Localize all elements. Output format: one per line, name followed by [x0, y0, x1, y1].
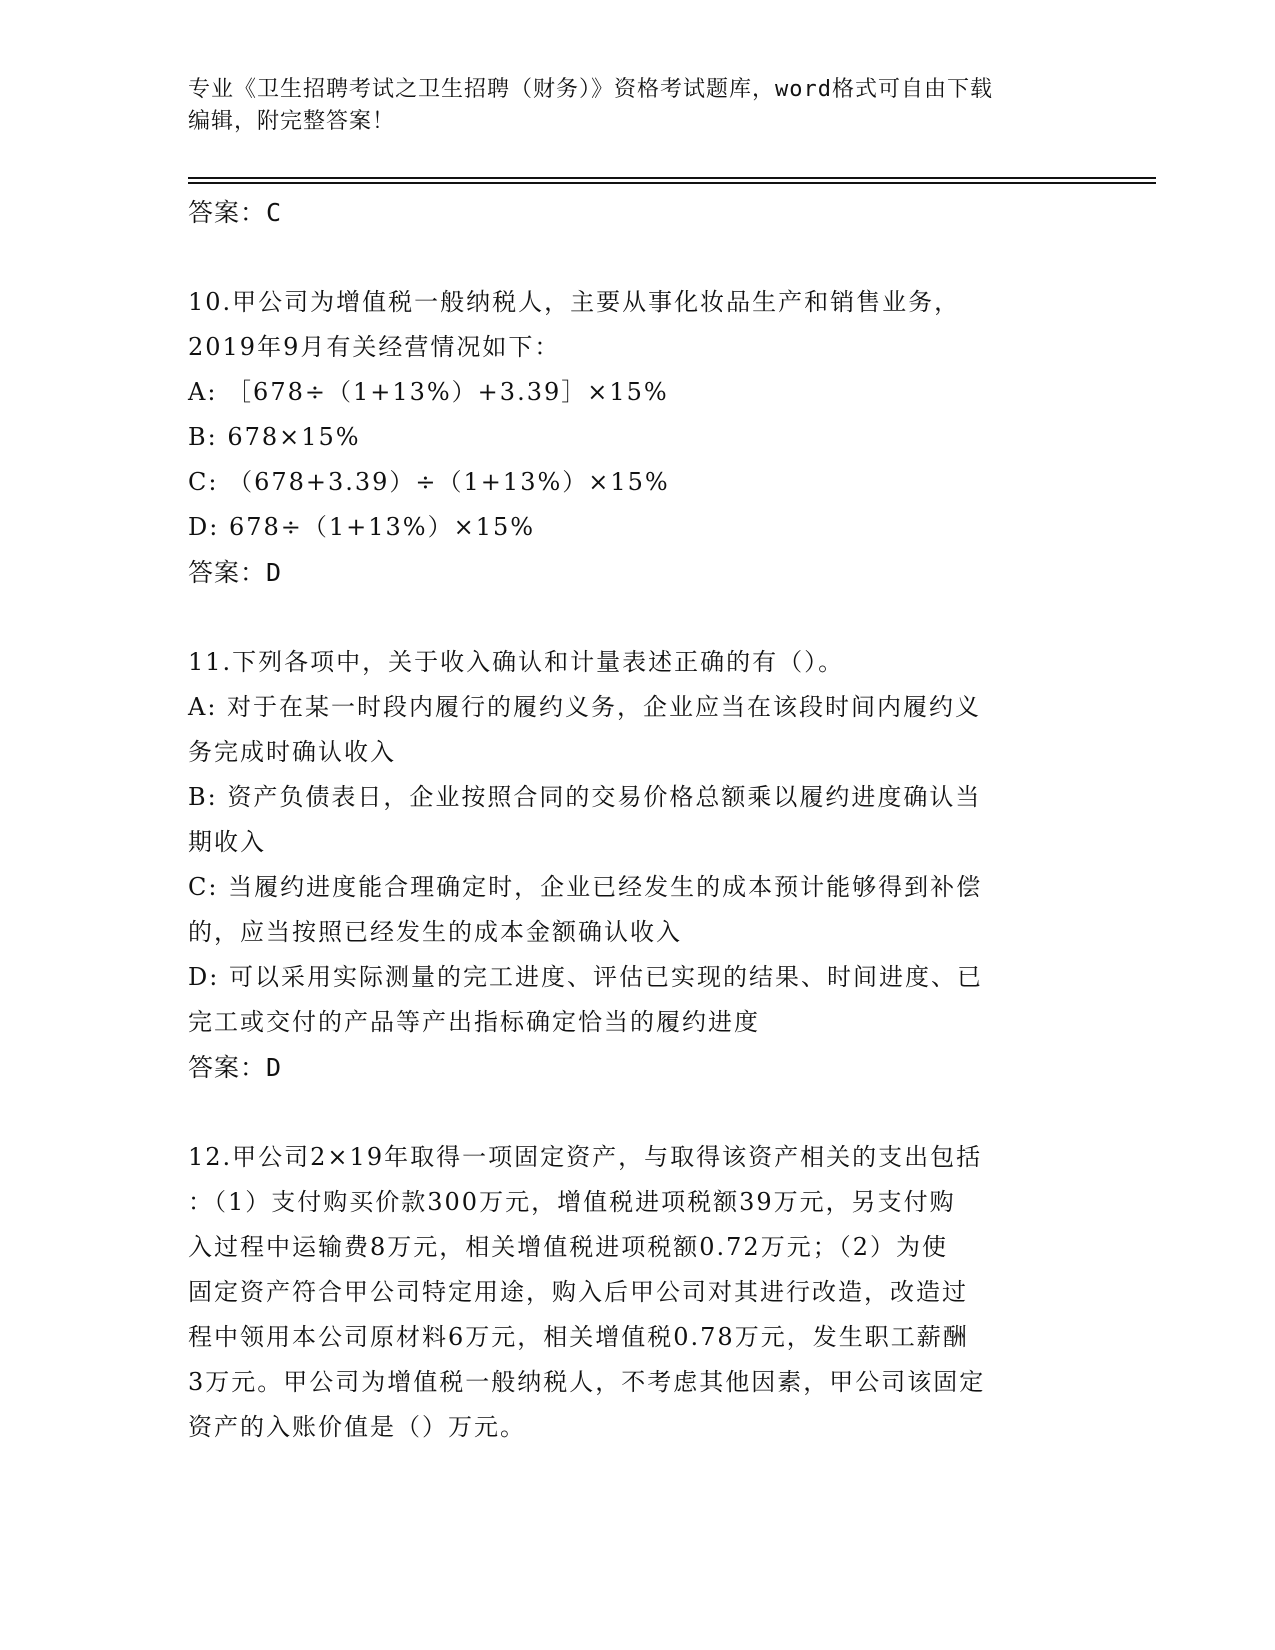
question-11-option-c-line-1: C: 当履约进度能合理确定时，企业已经发生的成本预计能够得到补偿: [188, 873, 983, 901]
question-10-stem-1: 10.甲公司为增值税一般纳税人，主要从事化妆品生产和销售业务，: [188, 288, 961, 316]
question-11-option-b-line-1: B: 资产负债表日，企业按照合同的交易价格总额乘以履约进度确认当: [188, 783, 982, 811]
question-10: [188, 280, 1088, 595]
question-11-option-d-line-2: 完工或交付的产品等产出指标确定恰当的履约进度: [188, 1008, 760, 1036]
header-line-2: 编辑，附完整答案！: [188, 109, 396, 134]
header-line-1: 专业《卫生招聘考试之卫生招聘（财务）》资格考试题库，word格式可自由下载: [188, 77, 993, 102]
question-12-line-7: 资产的入账价值是（）万元。: [188, 1413, 526, 1441]
question-11: [188, 640, 1088, 1090]
question-11-option-c-line-2: 的，应当按照已经发生的成本金额确认收入: [188, 918, 682, 946]
question-11-option-d-line-1: D: 可以采用实际测量的完工进度、评估已实现的结果、时间进度、已: [188, 963, 983, 991]
question-10-option-b: B: 678×15%: [188, 423, 361, 451]
question-12-line-2: ：（1）支付购买价款300万元，增值税进项税额39万元，另支付购: [188, 1188, 956, 1216]
question-10-option-c: C: （678+3.39）÷（1+13%）×15%: [188, 468, 670, 496]
question-10-answer: 答案：D: [188, 558, 283, 587]
question-11-option-a-line-1: A: 对于在某一时段内履行的履约义务，企业应当在该段时间内履约义: [188, 693, 982, 721]
question-11-option-b-line-2: 期收入: [188, 828, 266, 856]
header-divider-bottom: [188, 182, 1156, 184]
question-12-line-6: 3万元。甲公司为增值税一般纳税人，不考虑其他因素，甲公司该固定: [188, 1368, 986, 1396]
question-12: [188, 1135, 1088, 1450]
document-body: [188, 190, 1088, 1450]
question-12-line-5: 程中领用本公司原材料6万元，相关增值税0.78万元，发生职工薪酬: [188, 1323, 969, 1351]
question-11-option-a-line-2: 务完成时确认收入: [188, 738, 396, 766]
question-11-stem: 11.下列各项中，关于收入确认和计量表述正确的有（）。: [188, 648, 845, 676]
document-header: [188, 74, 1088, 138]
question-11-answer: 答案：D: [188, 1053, 283, 1082]
question-12-line-4: 固定资产符合甲公司特定用途，购入后甲公司对其进行改造，改造过: [188, 1278, 968, 1306]
spacer: [188, 595, 1088, 640]
question-12-line-3: 入过程中运输费8万元，相关增值税进项税额0.72万元；（2）为使: [188, 1233, 948, 1261]
spacer: [188, 1090, 1088, 1135]
header-divider-top: [188, 177, 1156, 179]
answer-previous: 答案：C: [188, 198, 283, 227]
question-10-option-a: A: ［678÷（1+13%）+3.39］×15%: [188, 378, 669, 406]
question-10-option-d: D: 678÷（1+13%）×15%: [188, 513, 536, 541]
spacer: [188, 235, 1088, 280]
question-10-stem-2: 2019年9月有关经营情况如下：: [188, 333, 561, 361]
question-12-line-1: 12.甲公司2×19年取得一项固定资产，与取得该资产相关的支出包括: [188, 1143, 983, 1171]
